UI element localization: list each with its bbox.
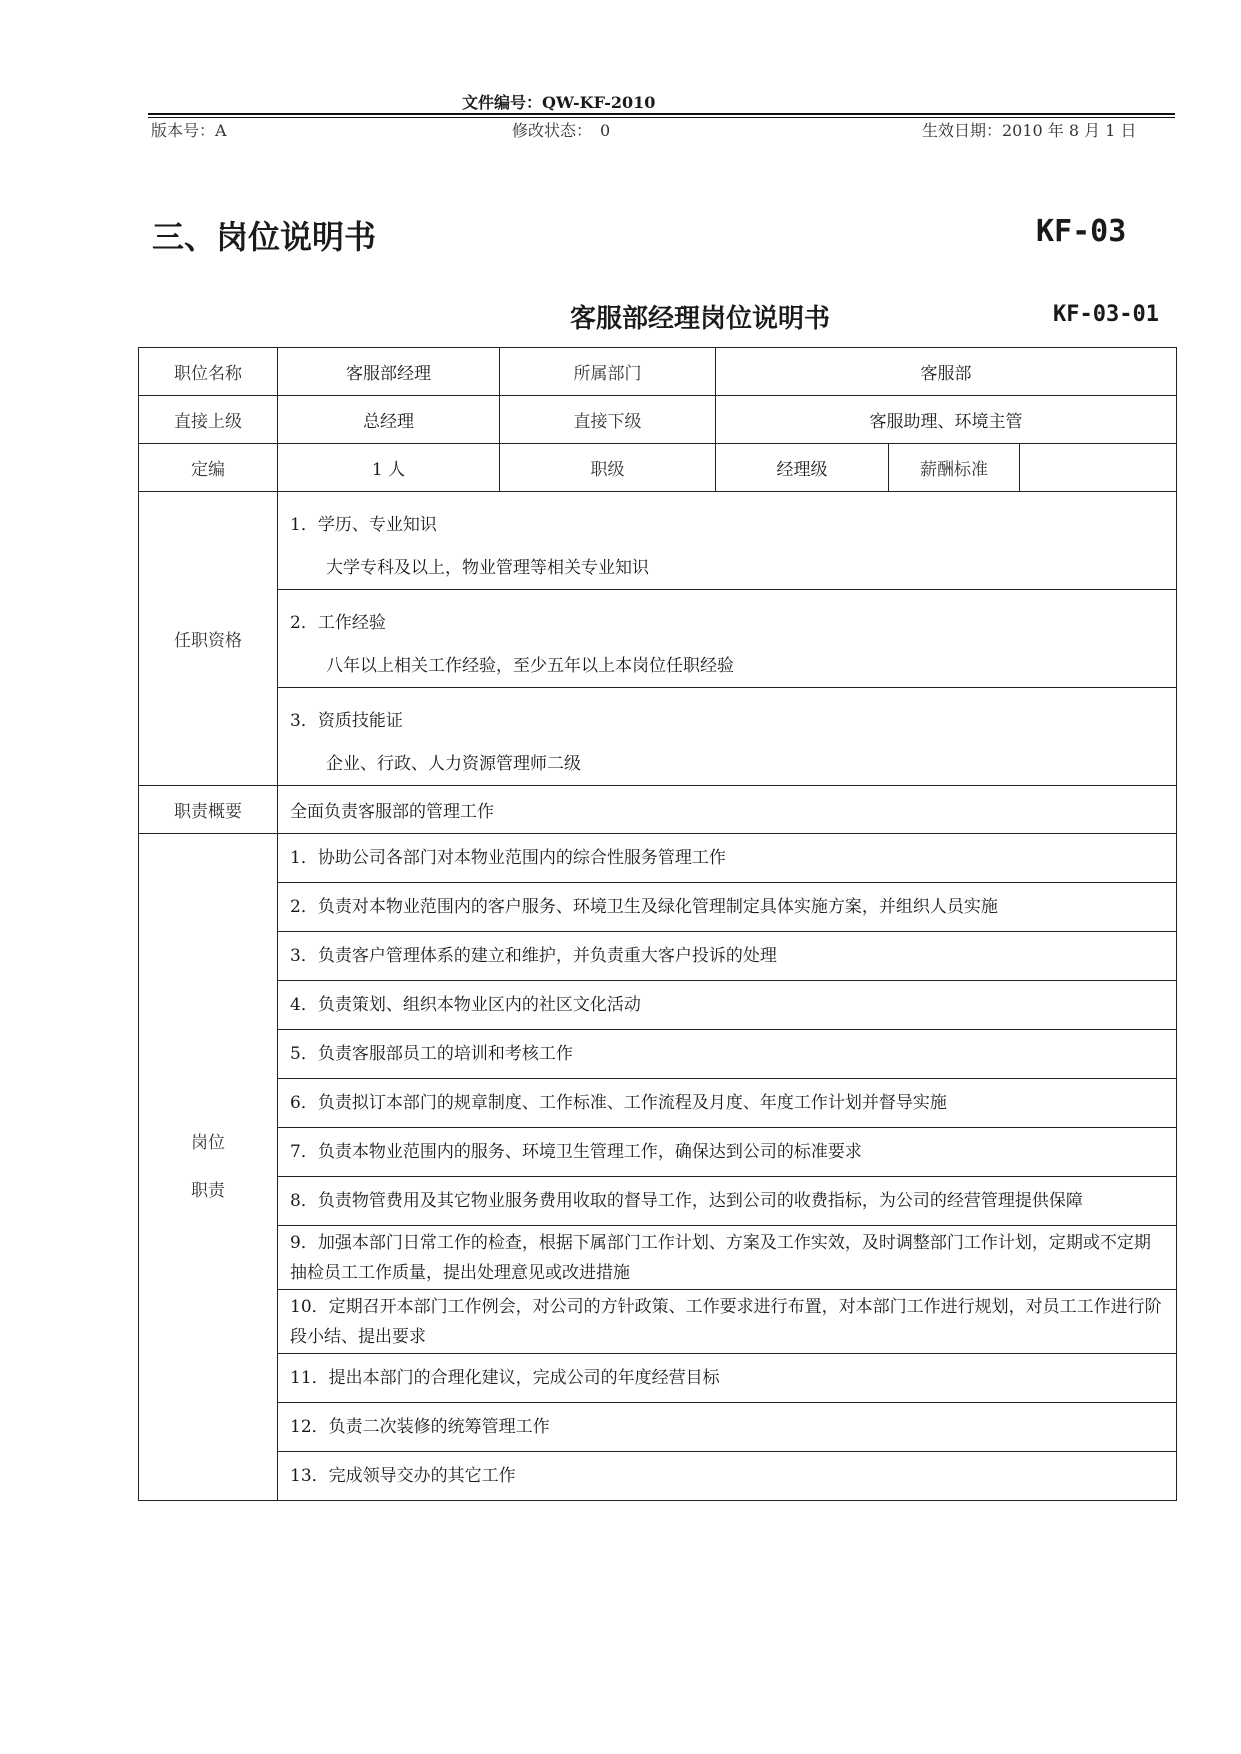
summary-label: 职责概要 xyxy=(139,786,278,834)
duty-item: 2．负责对本物业范围内的客户服务、环境卫生及绿化管理制定具体实施方案，并组织人员实施 xyxy=(278,883,1177,932)
table-row xyxy=(139,1030,1177,1079)
position-name-label: 职位名称 xyxy=(139,348,278,396)
section-code: KF-03 xyxy=(1036,214,1127,249)
table-row xyxy=(139,1354,1177,1403)
duty-item: 6．负责拟订本部门的规章制度、工作标准、工作流程及月度、年度工作计划并督导实施 xyxy=(278,1079,1177,1128)
duty-item: 13．完成领导交办的其它工作 xyxy=(278,1452,1177,1501)
document-code: KF-03-01 xyxy=(1053,302,1159,327)
table-row xyxy=(139,981,1177,1030)
duty-item: 3．负责客户管理体系的建立和维护，并负责重大客户投诉的处理 xyxy=(278,932,1177,981)
duty-item: 4．负责策划、组织本物业区内的社区文化活动 xyxy=(278,981,1177,1030)
qualification-detail: 八年以上相关工作经验，至少五年以上本岗位任职经验 xyxy=(326,655,734,676)
qualifications-label: 任职资格 xyxy=(139,492,278,786)
direct-superior-label: 直接上级 xyxy=(139,396,278,444)
table-row xyxy=(139,1452,1177,1501)
table-row xyxy=(139,492,1177,590)
salary-standard-label: 薪酬标准 xyxy=(889,444,1020,492)
table-row xyxy=(139,786,1177,834)
table-row xyxy=(139,1290,1177,1354)
qualification-detail: 企业、行政、人力资源管理师二级 xyxy=(326,753,581,774)
qualification-heading: 1．学历、专业知识 xyxy=(290,514,437,535)
direct-subordinate-label: 直接下级 xyxy=(500,396,716,444)
table-row xyxy=(139,1403,1177,1452)
salary-standard-value xyxy=(1020,444,1177,492)
department-value: 客服部 xyxy=(716,348,1177,396)
table-row xyxy=(139,834,1177,883)
duty-item: 7．负责本物业范围内的服务、环境卫生管理工作，确保达到公司的标准要求 xyxy=(278,1128,1177,1177)
duty-item: 8．负责物管费用及其它物业服务费用收取的督导工作，达到公司的收费指标，为公司的经营管理提供保障 xyxy=(278,1177,1177,1226)
table-row xyxy=(139,1177,1177,1226)
qualification-detail: 大学专科及以上，物业管理等相关专业知识 xyxy=(326,557,649,578)
qualification-item xyxy=(278,688,1177,786)
qualification-heading: 3．资质技能证 xyxy=(290,710,403,731)
qualification-heading: 2．工作经验 xyxy=(290,612,386,633)
duties-label-line1: 岗位 xyxy=(191,1133,225,1153)
duty-item: 9．加强本部门日常工作的检查，根据下属部门工作计划、方案及工作实效，及时调整部门工作计划，定期或不定期抽检员工工作质量，提出处理意见或改进措施 xyxy=(278,1226,1177,1290)
direct-superior-value: 总经理 xyxy=(278,396,500,444)
table-row xyxy=(139,883,1177,932)
table-row xyxy=(139,396,1177,444)
table-row xyxy=(139,444,1177,492)
duty-item: 11．提出本部门的合理化建议，完成公司的年度经营目标 xyxy=(278,1354,1177,1403)
duty-item: 5．负责客服部员工的培训和考核工作 xyxy=(278,1030,1177,1079)
table-row xyxy=(139,1128,1177,1177)
job-description-table xyxy=(138,347,1177,1501)
effective-date: 生效日期：2010 年 8 月 1 日 xyxy=(922,121,1137,140)
direct-subordinate-value: 客服助理、环境主管 xyxy=(716,396,1177,444)
headcount-value: 1 人 xyxy=(278,444,500,492)
department-label: 所属部门 xyxy=(500,348,716,396)
duty-item: 1．协助公司各部门对本物业范围内的综合性服务管理工作 xyxy=(278,834,1177,883)
position-name-value: 客服部经理 xyxy=(278,348,500,396)
table-row xyxy=(139,348,1177,396)
document-number: 文件编号：QW-KF-2010 xyxy=(462,93,656,112)
table-row xyxy=(139,932,1177,981)
summary-text: 全面负责客服部的管理工作 xyxy=(278,786,1177,834)
qualification-item xyxy=(278,590,1177,688)
duty-item: 10．定期召开本部门工作例会，对公司的方针政策、工作要求进行布置，对本部门工作进行规划，对员工工作进行阶段小结、提出要求 xyxy=(278,1290,1177,1354)
table-row xyxy=(139,1079,1177,1128)
headcount-label: 定编 xyxy=(139,444,278,492)
duties-label-line2: 职责 xyxy=(191,1181,225,1201)
table-row xyxy=(139,590,1177,688)
version-number: 版本号：A xyxy=(151,121,227,140)
table-row xyxy=(139,1226,1177,1290)
document-title: 客服部经理岗位说明书 xyxy=(570,304,831,334)
table-row xyxy=(139,688,1177,786)
duties-label xyxy=(139,834,278,1501)
qualification-item xyxy=(278,492,1177,590)
job-level-value: 经理级 xyxy=(716,444,889,492)
job-level-label: 职级 xyxy=(500,444,716,492)
revision-status: 修改状态： 0 xyxy=(512,121,611,140)
section-title: 三、岗位说明书 xyxy=(152,218,377,256)
header-rule xyxy=(148,113,1175,115)
duty-item: 12．负责二次装修的统筹管理工作 xyxy=(278,1403,1177,1452)
